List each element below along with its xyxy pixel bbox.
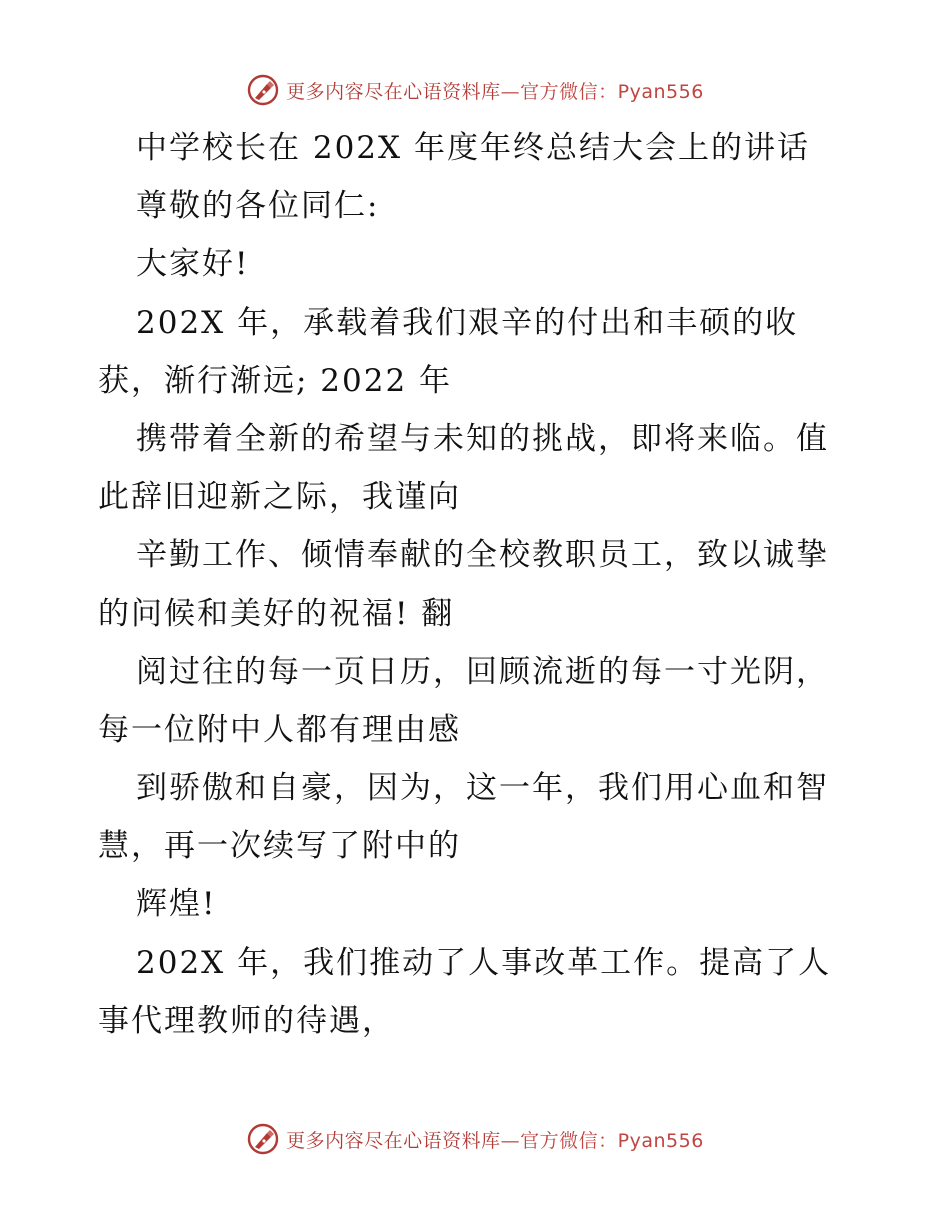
paragraph-line: 携带着全新的希望与未知的挑战，即将来临。值	[136, 420, 829, 457]
paragraph-line: 事代理教师的待遇，	[98, 1002, 395, 1039]
fountain-pen-logo-icon	[246, 73, 280, 107]
paragraph-line: 202X 年，我们推动了人事改革工作。提高了人	[136, 944, 832, 981]
watermark-group	[246, 73, 704, 107]
watermark-dash: —	[500, 80, 521, 103]
watermark-lead: 更多内容尽在心语资料库	[286, 80, 501, 103]
salutation: 尊敬的各位同仁:	[136, 188, 380, 225]
paragraph-line: 的问候和美好的祝福! 翻	[98, 595, 455, 632]
paragraph-line: 辛勤工作、倾情奉献的全校教职员工，致以诚挚	[136, 537, 829, 574]
watermark-dash: —	[500, 1129, 521, 1152]
header-watermark-banner	[0, 70, 950, 110]
watermark-contact: 官方微信：Pyan556	[520, 1129, 704, 1152]
paragraph-line: 此辞旧迎新之际，我谨向	[98, 479, 461, 516]
paragraph-line: 获，渐行渐远; 2022 年	[98, 362, 453, 399]
paragraph-line: 慧，再一次续写了附中的	[98, 828, 461, 865]
watermark-text	[286, 1126, 704, 1153]
paragraph-line: 到骄傲和自豪，因为，这一年，我们用心血和智	[136, 770, 829, 807]
paragraph-line: 阅过往的每一页日历，回顾流逝的每一寸光阴，	[136, 653, 829, 690]
watermark-group	[246, 1122, 704, 1156]
greeting: 大家好!	[136, 246, 250, 283]
watermark-text	[286, 77, 704, 104]
document-title: 中学校长在 202X 年度年终总结大会上的讲话	[136, 130, 810, 166]
watermark-lead: 更多内容尽在心语资料库	[286, 1129, 501, 1152]
watermark-contact: 官方微信：Pyan556	[520, 80, 704, 103]
paragraph-line: 辉煌!	[136, 886, 217, 923]
footer-watermark-banner	[0, 1119, 950, 1159]
fountain-pen-logo-icon	[246, 1122, 280, 1156]
paragraph-line: 每一位附中人都有理由感	[98, 711, 461, 748]
paragraph-line: 202X 年，承载着我们艰辛的付出和丰硕的收	[136, 304, 799, 341]
document-body	[98, 119, 858, 1050]
